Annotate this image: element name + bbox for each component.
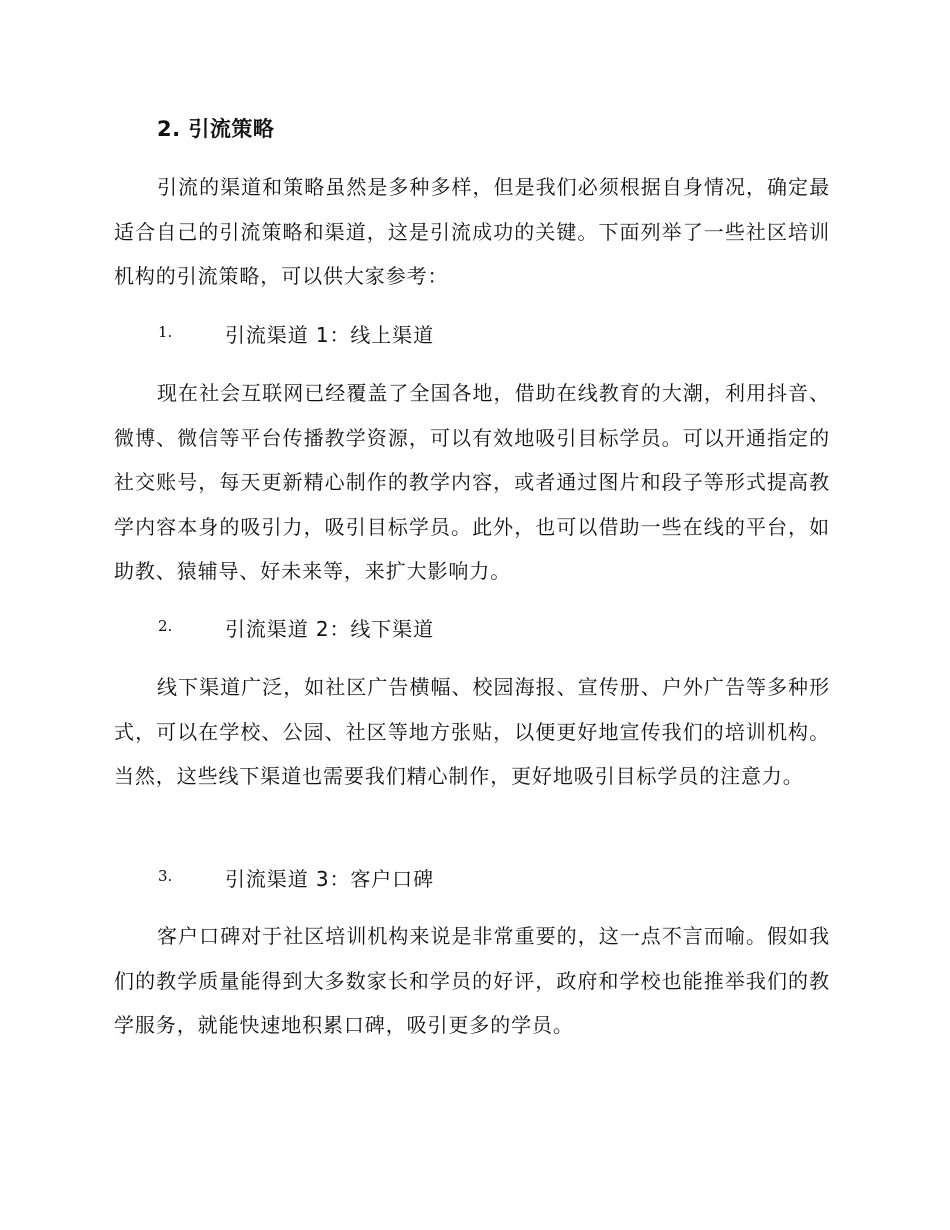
channel-3-label: 引流渠道 3：客户口碑 bbox=[225, 867, 434, 891]
channel-1-label: 引流渠道 1：线上渠道 bbox=[225, 323, 434, 347]
channel-2-label: 引流渠道 2：线下渠道 bbox=[225, 617, 434, 641]
channel-2-paragraph: 线下渠道广泛，如社区广告横幅、校园海报、宣传册、户外广告等多种形式，可以在学校、公园、社区等地方张贴，以便更好地宣传我们的培训机构。当然，这些线下渠道也需要我们精心制作，更好地吸引目标学员的注意力。 bbox=[114, 675, 830, 788]
intro-paragraph: 引流的渠道和策略虽然是多种多样，但是我们必须根据自身情况，确定最适合自己的引流策略和渠道，这是引流成功的关键。下面列举了一些社区培训机构的引流策略，可以供大家参考： bbox=[114, 175, 830, 288]
channel-1-paragraph: 现在社会互联网已经覆盖了全国各地，借助在线教育的大潮，利用抖音、微博、微信等平台传播教学资源，可以有效地吸引目标学员。可以开通指定的社交账号，每天更新精心制作的教学内容，或者通过图片和段子等形式提高教学内容本身的吸引力，吸引目标学员。此外，也可以借助一些在线的平台，如助教、猿辅导、好未来等，来扩大影响力。 bbox=[114, 381, 830, 583]
channel-3-number: 3. bbox=[158, 867, 173, 885]
channel-3-paragraph: 客户口碑对于社区培训机构来说是非常重要的，这一点不言而喻。假如我们的教学质量能得到大多数家长和学员的好评，政府和学校也能推举我们的教学服务，就能快速地积累口碑，吸引更多的学员。 bbox=[114, 924, 830, 1037]
section-heading: 2. 引流策略 bbox=[157, 117, 275, 141]
channel-2-number: 2. bbox=[158, 617, 173, 635]
channel-1-number: 1. bbox=[158, 323, 173, 341]
